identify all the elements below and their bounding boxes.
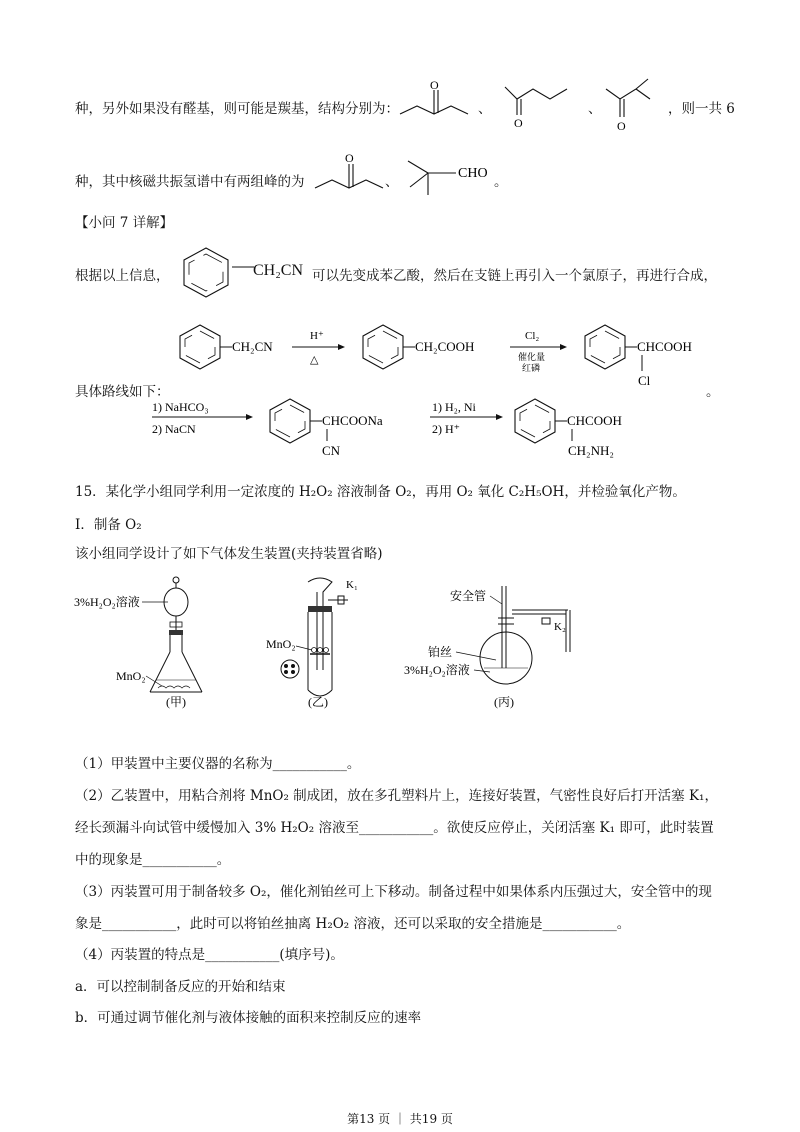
s3b-label: Cl xyxy=(638,373,651,388)
s3a-label: CHCOOH xyxy=(637,339,692,354)
acetone-like-structure xyxy=(310,150,390,195)
bing-caption: (丙) xyxy=(494,695,514,709)
jia-solution-label: 3%H₂O₂溶液 xyxy=(74,595,140,609)
bing-solution-label: 3%H₂O₂溶液 xyxy=(404,663,470,677)
detail-title: 【小问 7 详解】 xyxy=(75,215,174,231)
benzene-ring-intro xyxy=(178,245,238,301)
apparatus-figure xyxy=(70,572,590,712)
jia-mno2-label: MnO₂ xyxy=(116,669,146,683)
route-intro-post: 可以先变成苯乙酸，然后在支链上再引入一个氯原子，再进行合成， xyxy=(312,268,717,284)
synthesis-route-row1 xyxy=(170,315,730,395)
ketone-structure-3 xyxy=(600,75,670,135)
ketone-structure-1 xyxy=(395,80,475,125)
s4b-label: CN xyxy=(322,443,341,458)
q15-q4: （4）丙装置的特点是___________(填序号)。 xyxy=(75,947,344,963)
text-line1-post: ，则一共 6 xyxy=(668,101,735,117)
option-b: b．可通过调节催化剂与液体接触的面积来控制反应的速率 xyxy=(75,1010,422,1026)
option-a: a．可以控制制备反应的开始和结束 xyxy=(75,979,286,995)
q15-part1: Ⅰ．制备 O₂ xyxy=(75,517,142,533)
arrow4-bot: 2) H⁺ xyxy=(432,422,460,436)
text-line2-pre: 种，其中核磁共振氢谱中有两组峰的为 xyxy=(75,174,305,190)
s2-label: CH₂COOH xyxy=(415,339,475,354)
bing-k2-label: K₂ xyxy=(554,621,566,633)
svg-text:O: O xyxy=(345,151,354,165)
route-intro-pre: 根据以上信息， xyxy=(75,268,170,284)
arrow1-top: H⁺ xyxy=(310,330,324,342)
arrow2-bot1: 催化量 xyxy=(518,352,546,362)
q15-q3-line1: （3）丙装置可用于制备较多 O₂，催化剂铂丝可上下移动。制备过程中如果体系内压强过大，安全管中的现 xyxy=(75,884,712,900)
q15-q2-line3: 中的现象是___________。 xyxy=(75,852,231,868)
q15-q3-line2: 象是___________，此时可以将铂丝抽离 H₂O₂ 溶液，还可以采取的安全措施是___________。 xyxy=(75,916,631,932)
arrow1-bot: △ xyxy=(310,354,319,366)
arrow3-top: 1) NaHCO₃ xyxy=(152,400,209,414)
bing-pt-label: 铂丝 xyxy=(428,645,453,659)
apparatus-yi xyxy=(266,578,358,709)
arrow2-top: Cl₂ xyxy=(525,330,540,342)
ch2cn-label: CH₂CN xyxy=(253,262,304,279)
cho-label: CHO xyxy=(458,166,488,181)
arrow3-bot: 2) NaCN xyxy=(152,422,196,436)
arrow4-top: 1) H₂, Ni xyxy=(432,400,476,414)
svg-text:O: O xyxy=(514,116,523,130)
page-footer: 第13 页 ｜ 共19 页 xyxy=(347,1112,453,1126)
svg-text:O: O xyxy=(617,119,626,133)
apparatus-jia xyxy=(74,577,202,709)
yi-k1-label: K₁ xyxy=(346,579,358,591)
bing-tube-label: 安全管 xyxy=(450,589,487,603)
s1-label: CH₂CN xyxy=(232,339,273,354)
jia-caption: (甲) xyxy=(166,695,186,709)
separator: 、 xyxy=(588,101,602,117)
ketone-structure-2 xyxy=(495,75,585,130)
q15-q2-line2: 经长颈漏斗向试管中缓慢加入 3% H₂O₂ 溶液至___________。欲使反应停止，关闭活塞 K₁ 即可，此时装置 xyxy=(75,820,714,836)
q15-stem: 15．某化学小组同学利用一定浓度的 H₂O₂ 溶液制备 O₂，再用 O₂ 氧化 C₂H₅OH，并检验氧化产物。 xyxy=(75,484,686,500)
yi-mno2-label: MnO₂ xyxy=(266,637,296,651)
end-mark: 。 xyxy=(494,174,508,190)
separator: 、 xyxy=(385,174,399,190)
synthesis-route-row2 xyxy=(150,395,670,460)
s5b-label: CH₂NH₂ xyxy=(568,443,614,458)
text-line1-pre: 种，另外如果没有醛基，则可能是羰基，结构分别为： xyxy=(75,101,399,117)
route-end: 。 xyxy=(706,384,720,400)
s4a-label: CHCOONa xyxy=(322,413,383,428)
q15-design: 该小组同学设计了如下气体发生装置(夹持装置省略) xyxy=(75,546,383,562)
svg-text:O: O xyxy=(430,80,439,92)
q15-q1: （1）甲装置中主要仪器的名称为___________。 xyxy=(75,756,361,772)
separator: 、 xyxy=(478,101,492,117)
route-label: 具体路线如下： xyxy=(75,384,170,400)
yi-caption: (乙) xyxy=(308,695,328,709)
s5a-label: CHCOOH xyxy=(567,413,622,428)
apparatus-bing xyxy=(404,586,570,709)
q15-q2-line1: （2）乙装置中，用粘合剂将 MnO₂ 制成团，放在多孔塑料片上，连接好装置，气密性良好后打开活塞 K₁， xyxy=(75,788,718,804)
arrow2-bot2: 红磷 xyxy=(522,363,541,373)
